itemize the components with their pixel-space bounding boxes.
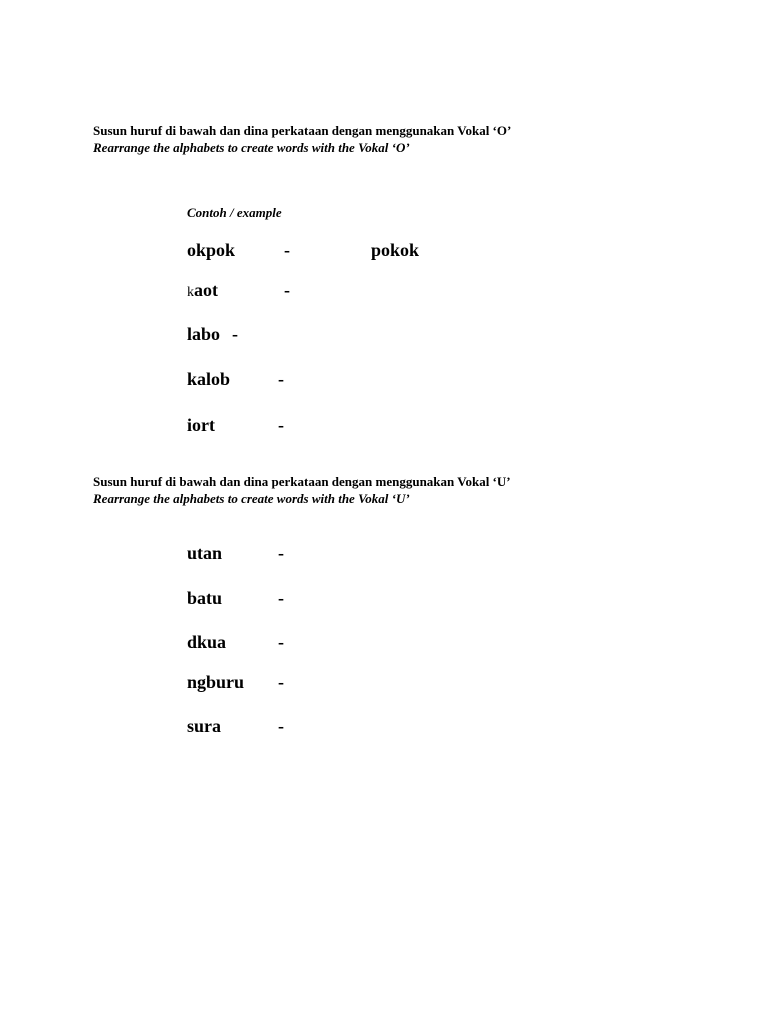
- answer-dash: -: [278, 716, 284, 736]
- example-dash: -: [284, 240, 290, 260]
- scrambled-word-labo: labo: [187, 324, 221, 344]
- answer-dash: -: [278, 632, 284, 652]
- scrambled-word-kaot: [187, 279, 218, 304]
- example-scrambled-word: okpok: [187, 240, 236, 260]
- scrambled-word-sura: sura: [187, 716, 222, 736]
- scrambled-word-ngburu: ngburu: [187, 672, 245, 692]
- scrambled-word-dkua: dkua: [187, 632, 227, 652]
- section-u-instruction: [93, 473, 511, 507]
- answer-dash: -: [278, 415, 284, 435]
- word-rest: aot: [194, 280, 218, 300]
- word-prefix: k: [187, 285, 194, 300]
- scrambled-word-kalob: kalob: [187, 369, 231, 389]
- answer-dash: -: [278, 588, 284, 608]
- example-answer-word: pokok: [371, 240, 420, 260]
- instruction-malay: Susun huruf di bawah dan dina perkataan dengan menggunakan Vokal ‘O’: [93, 123, 512, 138]
- instruction-english: Rearrange the alphabets to create words with the Vokal ‘U’: [93, 491, 410, 506]
- example-label: Contoh / example: [187, 205, 282, 220]
- answer-dash: -: [232, 324, 238, 344]
- answer-dash: -: [278, 672, 284, 692]
- section-o-instruction: [93, 122, 511, 156]
- scrambled-word-iort: iort: [187, 415, 215, 435]
- scrambled-word-batu: batu: [187, 588, 223, 608]
- instruction-english: Rearrange the alphabets to create words with the Vokal ‘O’: [93, 140, 410, 155]
- instruction-malay: Susun huruf di bawah dan dina perkataan dengan menggunakan Vokal ‘U’: [93, 474, 511, 489]
- answer-dash: -: [278, 543, 284, 563]
- scrambled-word-utan: utan: [187, 543, 223, 563]
- answer-dash: -: [284, 280, 290, 300]
- answer-dash: -: [278, 369, 284, 389]
